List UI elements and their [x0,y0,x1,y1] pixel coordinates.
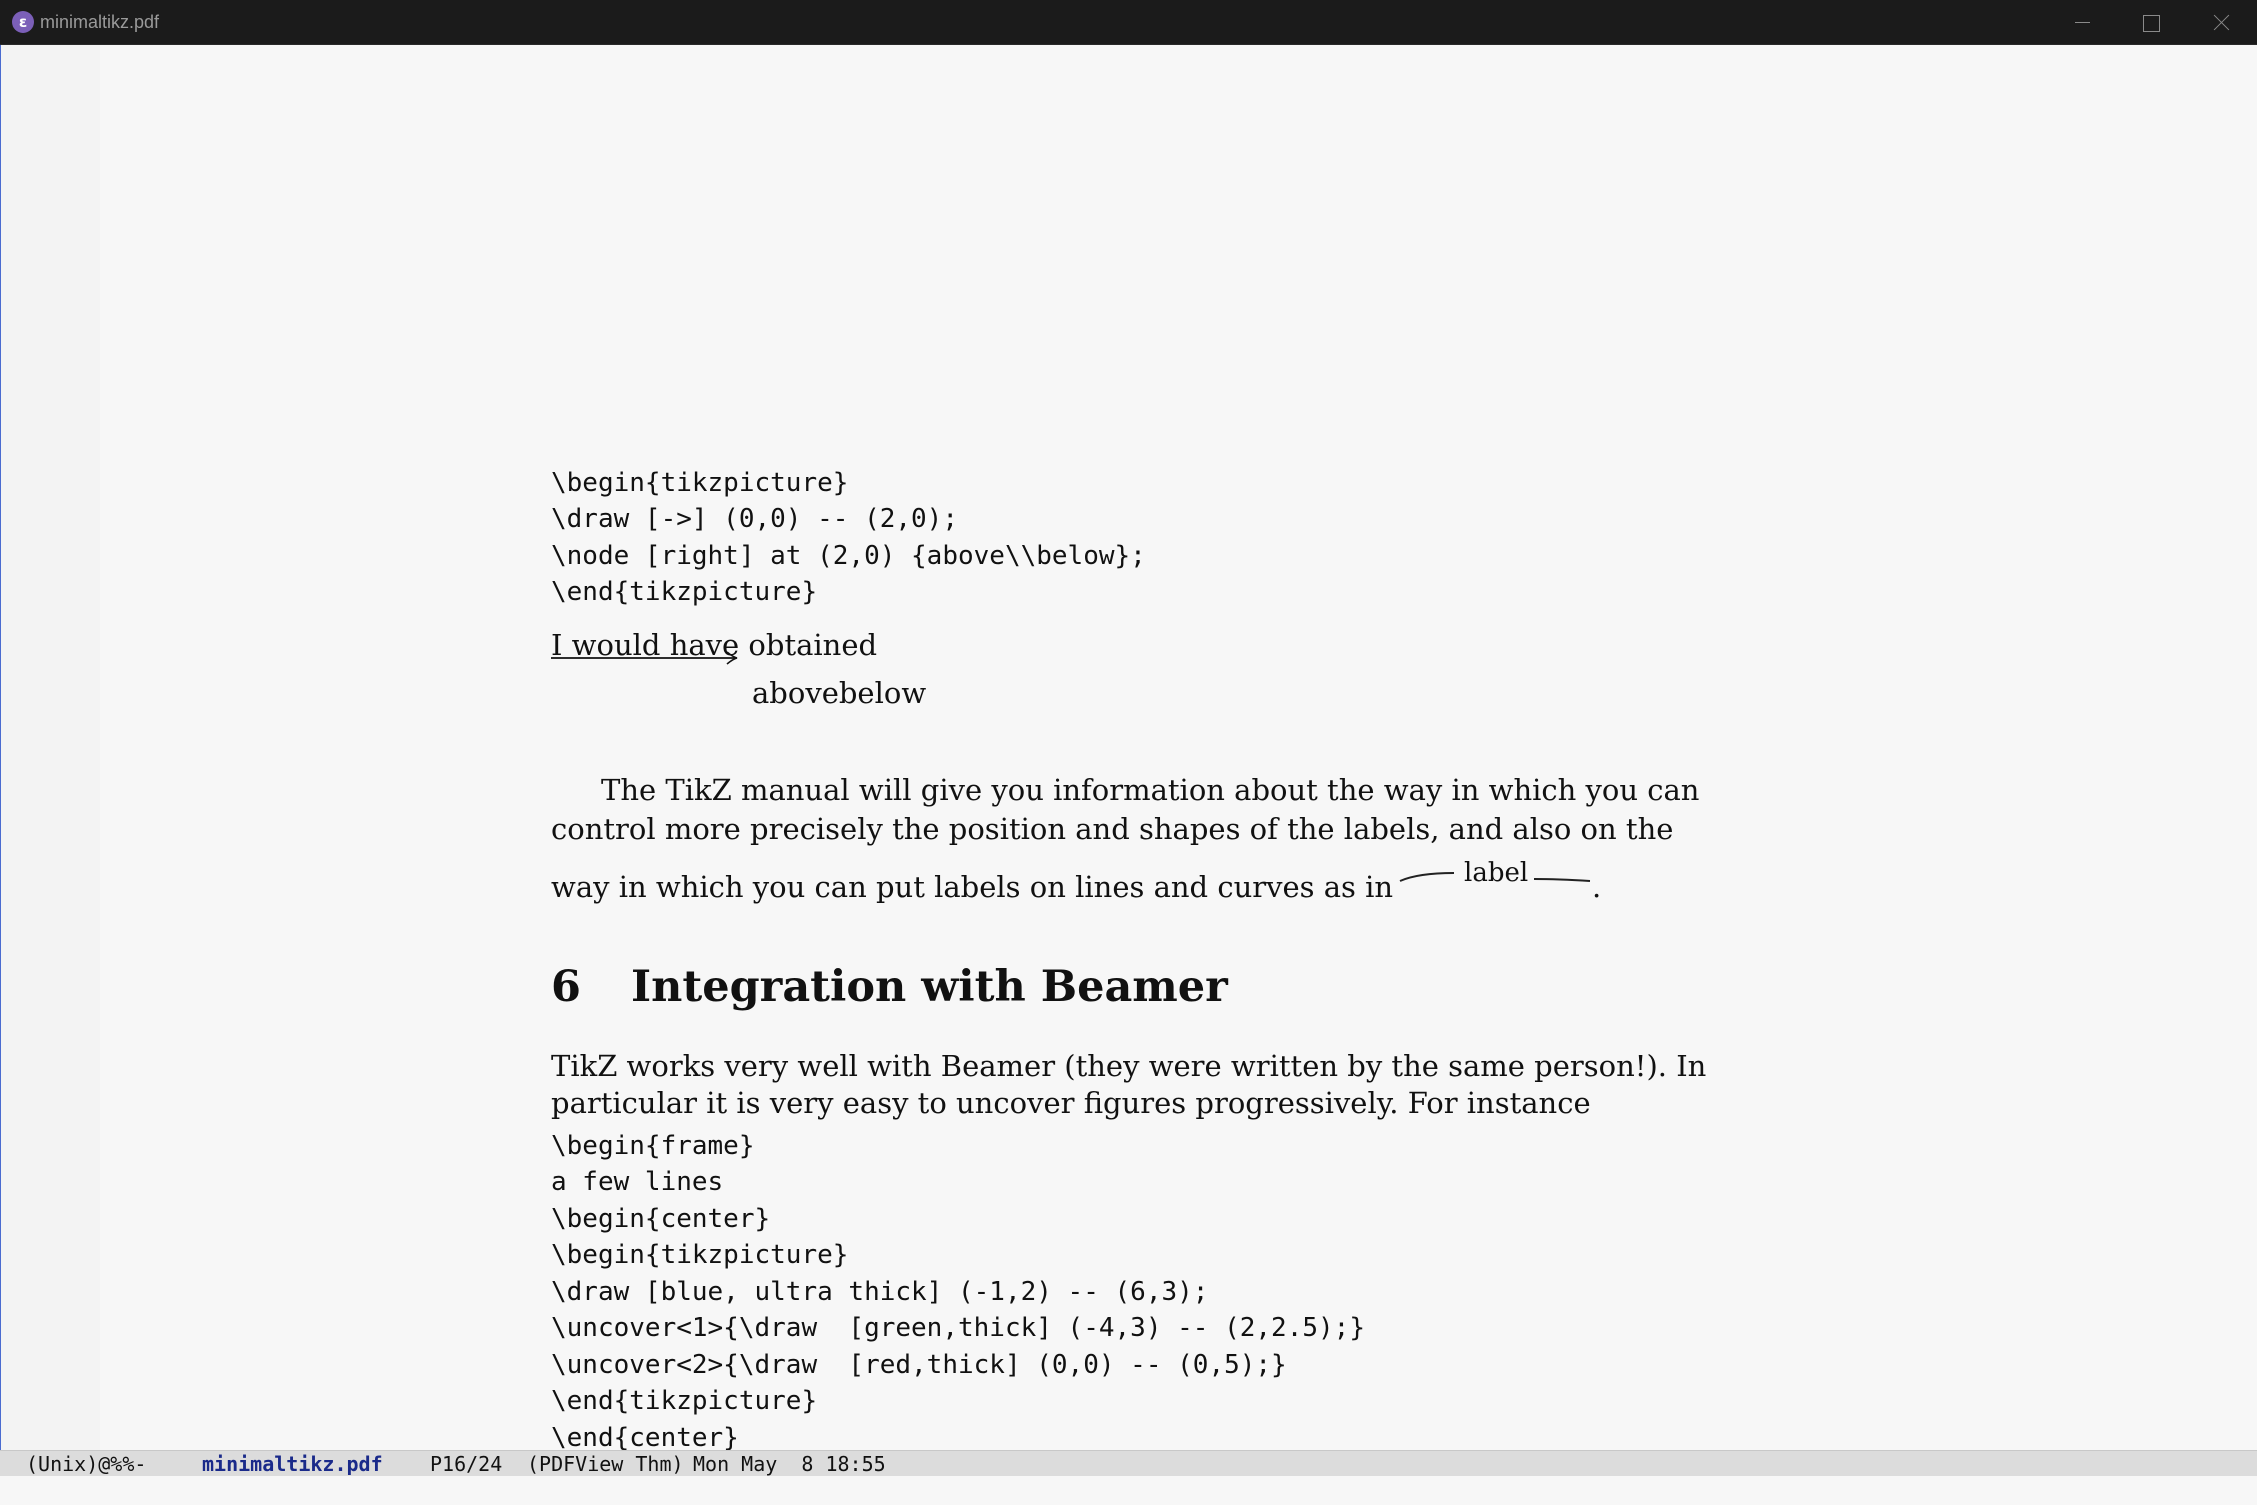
code-line: \end{tikzpicture} [551,1386,818,1416]
paragraph-line: way in which you can put labels on lines and curves as in [551,870,1394,904]
minibuffer[interactable] [0,1476,2257,1505]
code-line: \node [right] at (2,0) {above\\below}; [551,541,1146,571]
major-mode[interactable]: (PDFView Thm) [527,1452,684,1476]
code-line: \begin{tikzpicture} [551,468,849,498]
buffer-name[interactable]: minimaltikz.pdf [202,1452,383,1476]
code-line: \begin{center} [551,1204,771,1234]
code-line: \draw [blue, ultra thick] (-1,2) -- (6,3); [551,1277,1209,1307]
close-button[interactable] [2185,0,2255,45]
obtained-text: I would have obtained [551,628,878,662]
mode-line [0,1450,2257,1476]
frame-edge [0,45,1,1450]
paragraph-end: . [1592,870,1602,904]
maximize-button[interactable] [2115,0,2185,45]
code-line: \end{center} [551,1423,739,1450]
result-text: abovebelow [752,676,927,710]
code-line: \draw [->] (0,0) -- (2,0); [551,504,958,534]
code-line: \begin{frame} [551,1131,755,1161]
paragraph-line: particular it is very easy to uncover figures progressively. For instance [551,1086,1591,1120]
code-line: \uncover<2>{\draw [red,thick] (0,0) -- (0,5);} [551,1350,1287,1380]
window-title: minimaltikz.pdf [40,12,160,32]
result-arrow [551,648,741,668]
curve-label: label [1464,858,1529,888]
pdf-page-view[interactable] [0,45,2257,1450]
title-bar [0,0,2257,45]
code-line: a few lines [551,1167,724,1197]
paragraph-line: TikZ works very well with Beamer (they were written by the same person!). In [551,1049,1707,1083]
date-time: Mon May 8 18:55 [693,1452,886,1476]
section-number: 6 [551,962,581,1012]
code-line: \uncover<1>{\draw [green,thick] (-4,3) -- (2,2.5);} [551,1313,1365,1343]
section-title: Integration with Beamer [631,962,1228,1012]
paragraph-line: The TikZ manual will give you information about the way in which you can [601,773,1700,807]
code-line: \end{tikzpicture} [551,577,818,607]
code-line: \begin{tikzpicture} [551,1240,849,1270]
minimize-button[interactable] [2047,0,2117,45]
emacs-icon: ε [12,11,34,33]
mode-line-status: (Unix)@%%- [26,1452,147,1476]
paragraph-line: control more precisely the position and shapes of the labels, and also on the [551,812,1674,846]
page-indicator: P16/24 [430,1452,503,1476]
